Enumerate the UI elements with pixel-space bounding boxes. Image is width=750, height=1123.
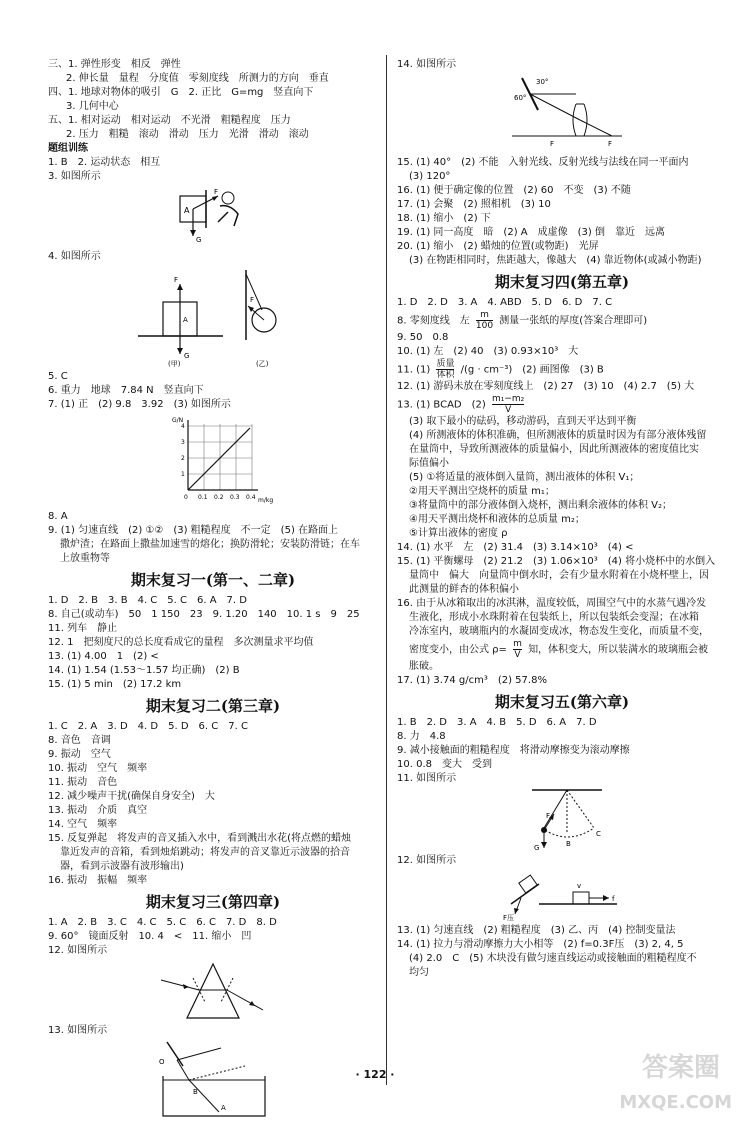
review-5-line-4: 10. 0.8 变大 受到 <box>397 759 492 770</box>
review-2-line-7: 13. 振动 介质 真空 <box>48 805 148 816</box>
heading-review-4: 期末复习四(第五章) <box>494 273 630 291</box>
section-4-line-2: 3. 几何中心 <box>66 101 119 112</box>
answer-r-q18: 18. (1) 缩小 (2) 下 <box>397 213 491 224</box>
answer-r-q20b: (3) 在物距相同时，焦距越大，像越大 (4) 靠近物体(或减小物距) <box>409 255 702 266</box>
fig7-xtick-3: 0.3 <box>230 494 240 501</box>
answer-q9-line-1: 9. (1) 匀速直线 (2) ①② (3) 粗糙程度 不一定 (5) 在路面上 <box>48 525 339 536</box>
fig7-xtick-0: 0 <box>184 494 188 501</box>
review-1-line-3: 11. 列车 静止 <box>48 623 118 634</box>
review-4-q11-den: 体积 <box>436 370 455 380</box>
review-2-q16: 16. 振动 振幅 频率 <box>48 875 148 886</box>
review-4-q8 <box>397 310 727 331</box>
review-4-q8-a: 8. 零刻度线 左 <box>397 315 470 327</box>
review-4-q16-den: V <box>514 650 521 660</box>
fig12-label-f: f <box>612 895 615 903</box>
page-number: · 122 · <box>355 1068 395 1081</box>
review-5-line-2: 8. 力 4.8 <box>397 731 446 742</box>
figure-q3-force-diagram <box>158 186 268 248</box>
answer-q9-line-2: 撒炉渣；在路面上撒盐加速雪的熔化；换防滑轮；安装防滑链；在车 <box>60 539 360 550</box>
review-3-line-2: 9. 60° 镜面反射 10. 4 < 11. 缩小 凹 <box>48 931 252 942</box>
answer-q5: 5. C <box>48 371 68 382</box>
review-1-line-4: 12. 1 把刻度尺的总长度看成它的量程 多次测量求平均值 <box>48 637 314 648</box>
review-4-q13-den: V <box>505 405 512 415</box>
left-column <box>48 58 378 1122</box>
answer-q4: 4. 如图所示 <box>48 251 101 262</box>
review-4-q16-line-2: 生液化，形成小水珠附着在包装纸上，所以包装纸会变湿；在冰箱 <box>409 612 699 623</box>
fig7-ytick-3: 3 <box>181 439 185 446</box>
review-5-end-line-3: (4) 2.0 C (5) 木块没有做匀速直线运动或接触面的粗糙程度不 <box>409 953 697 964</box>
review-2-line-6: 12. 减少噪声干扰(确保自身安全) 大 <box>48 791 215 802</box>
review-4-q17: 17. (1) 3.74 g/cm³ (2) 57.8% <box>397 675 547 686</box>
answer-q6: 6. 重力 地球 7.84 N 竖直向下 <box>48 385 204 396</box>
fig14-angle-60: 60° <box>514 94 527 102</box>
heading-review-5: 期末复习五(第六章) <box>494 693 630 711</box>
review-3-q13: 13. 如图所示 <box>48 1025 108 1036</box>
fig7-ytick-2: 2 <box>181 455 185 462</box>
review-4-q13-line-5: (5) ①将适量的液体倒入量筒，测出液体的体积 V₁； <box>409 472 640 483</box>
review-5-line-5: 11. 如图所示 <box>397 773 457 784</box>
heading-review-2: 期末复习二(第三章) <box>145 697 281 715</box>
review-4-q11-fraction <box>436 359 454 380</box>
answer-r-q19: 19. (1) 同一高度 暗 (2) A 成虚像 (3) 倒 靠近 远离 <box>397 227 665 238</box>
review-4-q13-a: 13. (1) BCAD (2) <box>397 399 486 411</box>
fig11-label-b: B <box>566 840 571 848</box>
section-3-line-2: 2. 伸长量 量程 分度值 零刻度线 所测力的方向 垂直 <box>66 73 329 84</box>
review-4-q14: 14. (1) 水平 左 (2) 31.4 (3) 3.14×10³ (4) < <box>397 542 634 553</box>
watermark-logo: 答案圈 <box>641 1053 720 1083</box>
review-1-line-6: 14. (1) 1.54 (1.53～1.57 均正确) (2) B <box>48 665 240 676</box>
review-4-q11-a: 11. (1) <box>397 364 431 376</box>
answer-r-q17: 17. (1) 会聚 (2) 照相机 (3) 10 <box>397 199 551 210</box>
fig4-caption-right: (乙) <box>256 360 269 368</box>
figure-q4-force-diagrams <box>128 266 298 368</box>
answer-r-q16: 16. (1) 便于确定像的位置 (2) 60 不变 (3) 不随 <box>397 185 631 196</box>
review-2-line-2: 8. 音色 音调 <box>48 735 111 746</box>
fig14-focus-left: F <box>550 140 555 148</box>
fig4-label-f2: F <box>250 296 255 304</box>
fig7-xtick-4: 0.4 <box>246 494 256 501</box>
review-4-q9: 9. 50 0.8 <box>397 332 449 343</box>
section-5-line-1: 五、1. 相对运动 相对运动 不光滑 粗糙程度 压力 <box>48 115 291 126</box>
drill-title: 题组训练 <box>48 143 88 154</box>
review-5-line-1: 1. B 2. D 3. A 4. B 5. D 6. A 7. D <box>397 717 597 728</box>
fig3-label-a: A <box>184 206 190 215</box>
review-4-q16-line-4 <box>397 639 727 660</box>
review-4-q10: 10. (1) 左 (2) 40 (3) 0.93×10³ 大 <box>397 346 579 357</box>
review-4-q16-line-5: 胀破。 <box>409 661 439 672</box>
fig4-label-a: A <box>183 316 188 324</box>
fig4-label-g: G <box>184 352 190 360</box>
review-4-q13-line-1: (3) 取下最小的砝码，移动游码，直到天平达到平衡 <box>409 416 637 427</box>
review-4-q16-num: m <box>513 639 522 649</box>
review-4-q8-num: m <box>476 310 493 321</box>
review-2-q15-line-1: 15. 反复弹起 将发声的音叉插入水中，看到溅出水花(将点燃的蜡烛 <box>48 833 351 844</box>
review-1-line-7: 15. (1) 5 min (2) 17.2 km <box>48 679 182 690</box>
review-2-line-1: 1. C 2. A 3. D 4. D 5. D 6. C 7. C <box>48 721 248 732</box>
review-4-q11 <box>397 359 727 380</box>
fig3-label-g: G <box>196 236 202 244</box>
column-divider <box>386 55 387 1085</box>
review-5-line-3: 9. 减小接触面的粗糙程度 将滑动摩擦变为滚动摩擦 <box>397 745 630 756</box>
figure-q14-mirror-lens <box>492 74 632 154</box>
review-4-q11-b: /(g · cm⁻³) (2) 画图像 (3) B <box>460 364 604 376</box>
fig14-angle-30: 30° <box>536 78 549 86</box>
review-2-q15-line-2: 靠近发声的音箱，看到烛焰跳动；将发声的音叉靠近示波器的拾音 <box>60 847 350 858</box>
review-2-line-8: 14. 空气 频率 <box>48 819 118 830</box>
fig7-xtick-1: 0.1 <box>198 494 208 501</box>
review-4-q15-line-2: 量筒中 偏大 向量筒中倒水时，会有少量水附着在小烧杯壁上，因 <box>409 570 709 581</box>
review-4-q16-formula-post: 知，体积变大，所以装满水的玻璃瓶会被 <box>528 644 709 656</box>
answer-q7: 7. (1) 正 (2) 9.8 3.92 (3) 如图所示 <box>48 399 231 410</box>
review-4-q16-line-3: 冷冻室内，玻璃瓶内的水凝固变成冰，物态发生变化，而质量不变， <box>409 626 709 637</box>
review-2-line-3: 9. 振动 空气 <box>48 749 111 760</box>
review-1-line-5: 13. (1) 4.00 1 (2) < <box>48 651 159 662</box>
review-4-q12: 12. (1) 游码未放在零刻度线上 (2) 27 (3) 10 (4) 2.7 (5) 大 <box>397 381 695 392</box>
review-3-line-1: 1. A 2. B 3. C 4. C 5. C 6. C 7. D 8. D <box>48 917 277 928</box>
answer-r-q15b: (3) 120° <box>409 171 451 182</box>
answer-q8: 8. A <box>48 511 68 522</box>
review-1-line-2: 8. 自己(或动车) 50 1 150 23 9. 1.20 140 10. 1 s 9 25 <box>48 609 360 620</box>
review-4-q13-fraction <box>492 394 524 415</box>
fig11-label-c: C <box>596 830 601 838</box>
answer-r-q15: 15. (1) 40° (2) 不能 入射光线、反射光线与法线在同一平面内 <box>397 157 689 168</box>
review-4-q15-line-3: 此测量的鲜杏的体积偏小 <box>409 584 519 595</box>
section-3-line-1: 三、1. 弹性形变 相反 弹性 <box>48 59 181 70</box>
answer-q3: 3. 如图所示 <box>48 171 101 182</box>
review-4-q13-line-2: (4) 所测液体的体积准确，但所测液体的质量时因为有部分液体残留 <box>409 430 707 441</box>
review-4-q13-line-8: ④用天平测出烧杯和液体的总质量 m₂； <box>409 514 585 525</box>
review-4-q13-line-7: ③将量筒中的部分液体倒入烧杯，测出剩余液体的体积 V₂； <box>409 500 672 511</box>
right-column <box>397 58 727 980</box>
review-2-line-5: 11. 振动 音色 <box>48 777 118 788</box>
fig14-focus-right: F <box>608 140 613 148</box>
review-5-end-line-4: 均匀 <box>409 967 429 978</box>
fig7-xtick-2: 0.2 <box>214 494 224 501</box>
figure-q12-prism <box>153 960 273 1022</box>
review-4-q13-line-4: 际值偏小 <box>409 458 449 469</box>
review-1-line-1: 1. D 2. B 3. B 4. C 5. C 6. A 7. D <box>48 595 247 606</box>
section-5-line-2: 2. 压力 粗糙 滚动 滑动 压力 光滑 滑动 滚动 <box>66 129 309 140</box>
fig13-label-a: A <box>221 1104 226 1112</box>
section-4-line-1: 四、1. 地球对物体的吸引 G 2. 正比 G=mg 竖直向下 <box>48 87 314 98</box>
answer-r-q20: 20. (1) 缩小 (2) 蜡烛的位置(或物距) 光屏 <box>397 241 599 252</box>
fig12-label-v: v <box>577 882 582 890</box>
review-3-line-3: 12. 如图所示 <box>48 945 108 956</box>
figure-q7-g-m-graph <box>168 414 278 508</box>
review-4-q15-line-1: 15. (1) 平衡螺母 (2) 21.2 (3) 1.06×10³ (4) 将小烧杯中的水倒入 <box>397 556 716 567</box>
fig4-label-f1: F <box>174 276 179 284</box>
review-4-q11-num: 质量 <box>436 359 455 369</box>
answer-r-q14: 14. 如图所示 <box>397 59 457 70</box>
answer-q1: 1. B 2. 运动状态 相互 <box>48 157 161 168</box>
review-4-q13 <box>397 394 727 415</box>
fig3-label-f: F <box>214 188 219 196</box>
review-5-end-line-2: 14. (1) 拉力与滑动摩擦力大小相等 (2) f=0.3F压 (3) 2, 4, 5 <box>397 939 684 950</box>
review-4-line-1: 1. D 2. D 3. A 4. ABD 5. D 6. D 7. C <box>397 297 613 308</box>
review-5-q12: 12. 如图所示 <box>397 855 457 866</box>
review-4-q16-fraction <box>513 639 522 660</box>
review-2-q15-line-3: 器，看到示波器有波形输出) <box>60 861 184 872</box>
watermark-url: MXQE.COM <box>619 1092 732 1113</box>
review-4-q13-line-6: ②用天平测出空烧杯的质量 m₁； <box>409 486 555 497</box>
review-4-q8-b: 测量一张纸的厚度(答案合理即可) <box>499 315 648 327</box>
review-4-q8-den: 100 <box>475 321 494 331</box>
fig7-x-label: m/kg <box>258 497 274 504</box>
figure-q11-pendulum <box>502 788 622 852</box>
answer-q9-line-3: 上放重物等 <box>60 553 110 564</box>
fig11-label-g: G <box>534 844 540 852</box>
heading-review-3: 期末复习三(第四章) <box>145 893 281 911</box>
review-4-q16-formula-pre: 密度变小，由公式 ρ= <box>409 644 507 656</box>
fig4-caption-left: (甲) <box>168 360 181 368</box>
review-2-line-4: 10. 振动 空气 频率 <box>48 763 148 774</box>
fig7-ytick-1: 1 <box>181 471 185 478</box>
review-5-end-line-1: 13. (1) 匀速直线 (2) 粗糙程度 (3) 乙、丙 (4) 控制变量法 <box>397 925 676 936</box>
review-4-q13-line-9: ⑤计算出液体的密度 ρ <box>409 528 508 539</box>
fig13-label-o: O <box>159 1058 165 1066</box>
fig7-ytick-4: 4 <box>181 423 185 430</box>
figure-q12-friction <box>497 870 627 922</box>
heading-review-1: 期末复习一(第一、二章) <box>130 571 296 589</box>
fig11-label-f: F <box>546 812 551 820</box>
review-4-q13-num: m₁−m₂ <box>492 394 525 404</box>
review-4-q13-line-3: 在量筒中，导致所测液体的质量偏小，因此所测液体的密度值比实 <box>409 444 699 455</box>
review-4-q16-line-1: 16. 由于从冰箱取出的冰淇淋，温度较低，周围空气中的水蒸气遇冷发 <box>397 598 707 609</box>
fig13-label-b: B <box>193 1088 198 1096</box>
review-4-q8-fraction <box>476 310 493 331</box>
fig12-label-fp: F压 <box>503 914 515 922</box>
fig7-y-label: G/N <box>172 417 184 424</box>
